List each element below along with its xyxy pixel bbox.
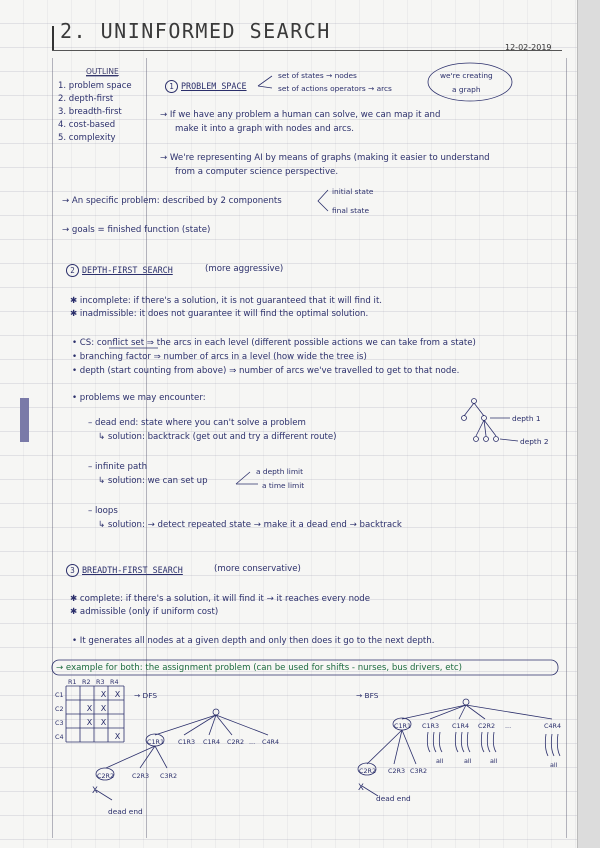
tree-node: ... (505, 722, 512, 730)
paragraph-line: → If we have any problem a human can solve, we can map it and (160, 110, 441, 120)
tree-node: C3R2 (160, 772, 178, 780)
problems-heading: • problems we may encounter: (72, 393, 206, 403)
depth-2-label: depth 2 (520, 437, 549, 446)
dfs-property: ✱ inadmissible: it does not guarantee it will find the optimal solution. (70, 309, 369, 319)
bfs-generation: • It generates all nodes at a given depth and only then does it go to the next depth. (72, 636, 435, 646)
outline-item: 3. breadth-first (58, 107, 122, 117)
depth-1-label: depth 1 (512, 414, 541, 423)
bfs-all-label: all (490, 757, 498, 765)
depth-2-pointer (500, 439, 518, 441)
matrix-mark: X (100, 690, 107, 699)
tree-node: C1R4 (452, 722, 470, 730)
outline-heading: OUTLINE (86, 67, 119, 76)
dead-end-mark: X (92, 786, 98, 796)
page-title: 2. UNINFORMED SEARCH (60, 19, 331, 43)
matrix-mark: X (100, 718, 107, 727)
section-number: 3 (66, 564, 79, 577)
matrix-col-label: R1 (68, 678, 77, 686)
tree-node: C3R2 (410, 767, 428, 775)
dfs-term: • branching factor ⇒ number of arcs in a level (how wide the tree is) (72, 352, 367, 362)
bfs-all-label: all (550, 761, 558, 769)
tree-node: C1R1 (147, 738, 165, 746)
outline-item: 1. problem space (58, 81, 132, 91)
matrix-col-label: R2 (82, 678, 91, 686)
bfs-property: ✱ admissible (only if uniform cost) (70, 607, 219, 617)
goal-definition: → goals = finished function (state) (62, 225, 211, 235)
outline-item: 2. depth-first (58, 94, 114, 104)
bfs-all-label: all (436, 757, 444, 765)
dead-end-definition: – dead end: state where you can't solve a problem (88, 418, 306, 428)
graph-bubble-line1: we're creating (440, 71, 493, 80)
tree-node: C2R2 (97, 772, 115, 780)
dead-end-label: dead end (376, 794, 411, 803)
tree-node: ... (249, 738, 256, 746)
loops-solution: ↳ solution: → detect repeated state → make it a dead end → backtrack (98, 520, 402, 530)
matrix-row-label: C1 (55, 691, 64, 699)
tree-node: C2R2 (478, 722, 496, 730)
outline-item: 4. cost-based (58, 120, 116, 130)
tree-node: C4R4 (544, 722, 562, 730)
tree-node: C2R3 (132, 772, 150, 780)
paragraph-line: → We're representing AI by means of graphs (making it easier to understand (160, 153, 490, 163)
actions-definition: set of actions operators → arcs (278, 84, 392, 93)
bfs-property: ✱ complete: if there's a solution, it will find it → it reaches every node (70, 594, 371, 604)
tree-node: C2R2 (359, 767, 377, 775)
time-limit: a time limit (262, 481, 305, 490)
arrow-to-states (258, 76, 272, 86)
dfs-term: • depth (start counting from above) ⇒ number of arcs we've travelled to get to that node. (72, 366, 460, 376)
paragraph-line: from a computer science perspective. (175, 167, 339, 177)
page-date: 12-02-2019 (505, 43, 552, 52)
graph-bubble-line2: a graph (452, 85, 481, 94)
loops: – loops (88, 506, 118, 516)
bfs-all-label: all (464, 757, 472, 765)
tree-node: C1R3 (422, 722, 440, 730)
matrix-col-label: R4 (110, 678, 119, 686)
tree-node: C4R4 (262, 738, 280, 746)
dead-end-mark: X (358, 783, 364, 793)
infinite-path: – infinite path (88, 462, 148, 472)
matrix-mark: X (100, 704, 107, 713)
initial-state: initial state (332, 187, 374, 196)
bfs-example-label: → BFS (356, 691, 379, 700)
final-state: final state (332, 206, 369, 215)
bfs-tree-root (463, 699, 469, 705)
dfs-property: ✱ incomplete: if there's a solution, it is not guaranteed that it will find it. (70, 296, 383, 306)
section-note: (more conservative) (214, 564, 301, 574)
graph-bubble (428, 63, 512, 101)
tree-node: C1R4 (203, 738, 221, 746)
matrix-row-label: C2 (55, 705, 64, 713)
section-number: 2 (66, 264, 79, 277)
infinite-solution: ↳ solution: we can set up (98, 476, 208, 486)
section-title: PROBLEM SPACE (181, 81, 247, 91)
dfs-term: • CS: conflict set ⇒ the arcs in each level (different possible actions we can take from a state) (72, 338, 476, 348)
matrix-mark: X (114, 732, 121, 741)
dead-end-label: dead end (108, 807, 143, 816)
specific-problem: → An specific problem: described by 2 components (62, 196, 282, 206)
section-title: DEPTH-FIRST SEARCH (82, 265, 173, 275)
matrix-mark: X (86, 718, 93, 727)
tree-node: C2R2 (227, 738, 245, 746)
section-title: BREADTH-FIRST SEARCH (82, 565, 183, 575)
example-bubble (52, 660, 558, 675)
arrow-to-actions (258, 86, 272, 88)
dfs-example-label: → DFS (134, 691, 158, 700)
dfs-tree-root (213, 709, 219, 715)
matrix-row-label: C3 (55, 719, 64, 727)
example-heading: → example for both: the assignment problem (can be used for shifts - nurses, bus drivers, etc) (56, 663, 462, 673)
paragraph-line: make it into a graph with nodes and arcs. (175, 124, 354, 134)
section-number: 1 (165, 80, 178, 93)
matrix-mark: X (86, 704, 93, 713)
dead-end-solution: ↳ solution: backtrack (get out and try a different route) (98, 432, 337, 442)
matrix-col-label: R3 (96, 678, 105, 686)
tree-node: C1R3 (178, 738, 196, 746)
states-definition: set of states → nodes (278, 71, 357, 80)
matrix-mark: X (114, 690, 121, 699)
matrix-row-label: C4 (55, 733, 64, 741)
components-bracket (318, 190, 328, 211)
outline-item: 5. complexity (58, 133, 116, 143)
tree-node: C2R3 (388, 767, 406, 775)
depth-tree-root (472, 399, 477, 404)
depth-limit: a depth limit (256, 467, 303, 476)
section-note: (more aggressive) (205, 264, 284, 274)
tree-node: C1R1 (394, 722, 412, 730)
arrow-depth-limit (236, 472, 250, 484)
